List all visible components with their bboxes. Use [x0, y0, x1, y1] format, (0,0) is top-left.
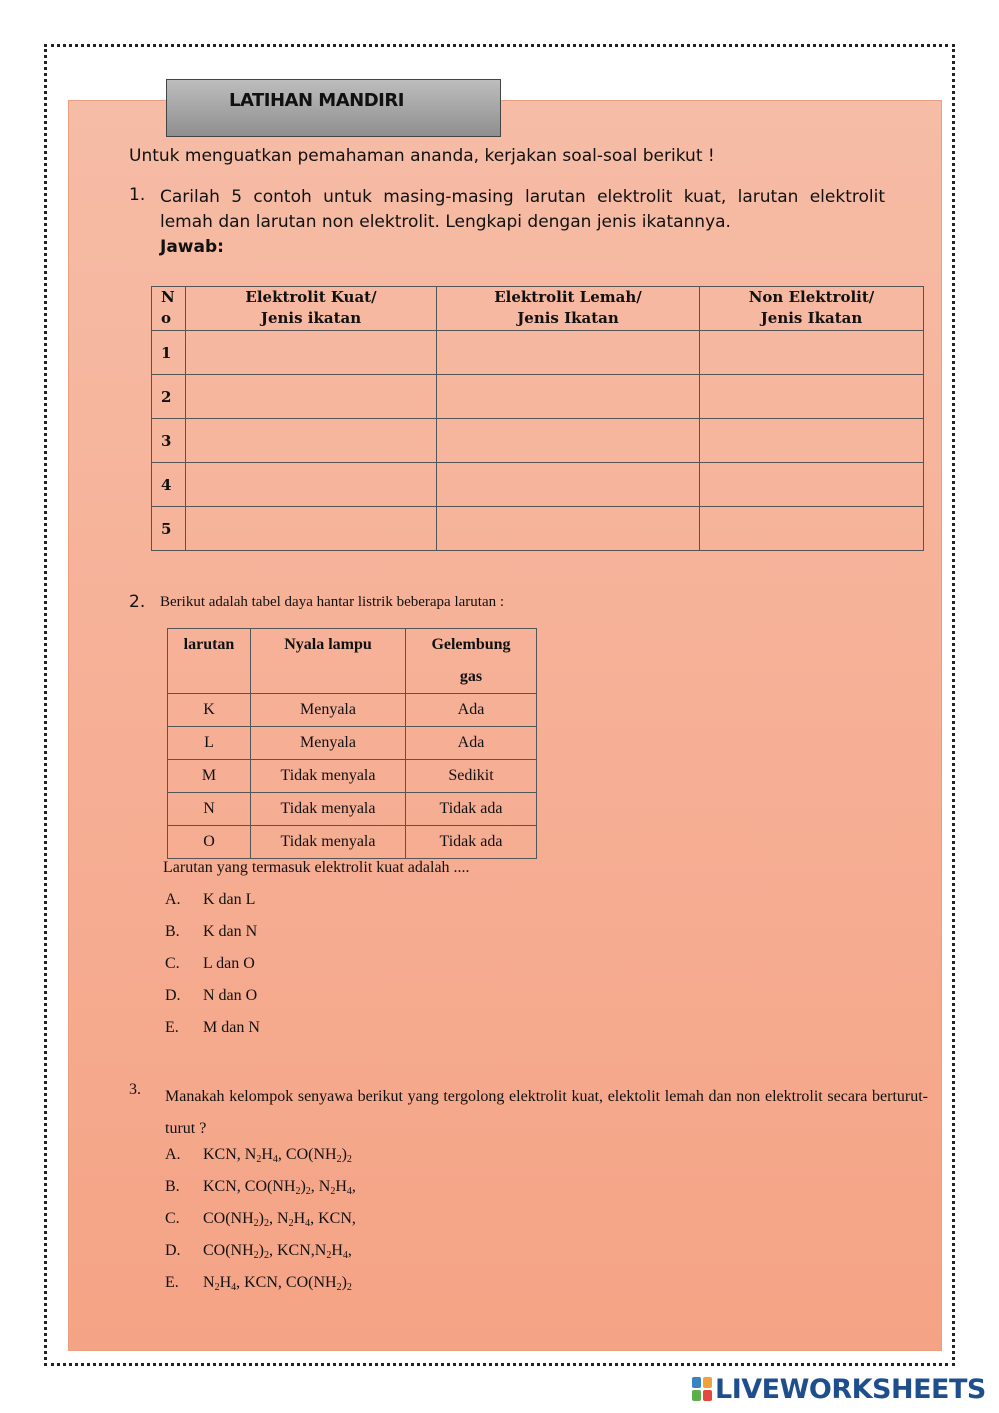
answer-cell-non[interactable]	[700, 507, 924, 551]
header-non: Non Elektrolit/ Jenis Ikatan	[700, 287, 924, 331]
answer-cell-weak[interactable]	[437, 331, 700, 375]
cell-larutan: O	[168, 826, 251, 859]
answer-cell-weak[interactable]	[437, 507, 700, 551]
option-letter: A.	[165, 1146, 181, 1163]
liveworksheets-logo	[692, 1373, 986, 1405]
row-number: 2	[152, 375, 186, 419]
header-gelembung: Gelembung gas	[406, 629, 537, 694]
table-row	[168, 826, 537, 859]
answer-cell-non[interactable]	[700, 463, 924, 507]
header-weak: Elektrolit Lemah/ Jenis Ikatan	[437, 287, 700, 331]
answer-cell-strong[interactable]	[186, 331, 437, 375]
conductivity-table	[167, 628, 537, 859]
header-nyala-lampu: Nyala lampu	[251, 629, 406, 694]
table-row	[152, 463, 924, 507]
option-letter: B.	[165, 923, 180, 940]
option-letter: B.	[165, 1178, 180, 1195]
option-text: $CO(NH_2)_2$, $N_2H_4$, KCN,	[203, 1210, 356, 1229]
title-banner	[166, 79, 501, 137]
option-text: K dan N	[203, 923, 258, 940]
table-header-row	[168, 629, 537, 694]
answer-cell-strong[interactable]	[186, 375, 437, 419]
cell-gelembung: Ada	[406, 694, 537, 727]
table-row	[152, 375, 924, 419]
q3-option-d[interactable]	[165, 1242, 352, 1261]
cell-gelembung: Tidak ada	[406, 793, 537, 826]
cell-lampu: Tidak menyala	[251, 793, 406, 826]
option-text: KCN, $CO(NH_2)_2$, $N_2H_4$,	[203, 1178, 356, 1197]
row-number: 4	[152, 463, 186, 507]
answer-cell-weak[interactable]	[437, 463, 700, 507]
option-text: $N_2H_4$, KCN, $CO(NH_2)_2$	[203, 1274, 352, 1293]
q1-text: Carilah 5 contoh untuk masing-masing larutan elektrolit kuat, larutan elektrolit lemah dan larutan non elektrolit. Lengkapi dengan jenis ikatannya.	[160, 187, 885, 232]
row-number: 3	[152, 419, 186, 463]
table-header-row	[152, 287, 924, 331]
table-row	[152, 331, 924, 375]
cell-lampu: Menyala	[251, 694, 406, 727]
q2-number: 2.	[129, 592, 146, 612]
intro-text: Untuk menguatkan pemahaman ananda, kerjakan soal-soal berikut !	[129, 146, 715, 166]
answer-cell-strong[interactable]	[186, 419, 437, 463]
option-letter: C.	[165, 1210, 180, 1227]
brand-name: LIVEWORKSHEETS	[715, 1373, 986, 1405]
option-letter: C.	[165, 955, 180, 972]
answer-label: Jawab:	[160, 237, 224, 257]
table-row	[168, 727, 537, 760]
answer-cell-weak[interactable]	[437, 375, 700, 419]
page-title: LATIHAN MANDIRI	[229, 90, 404, 111]
q2-option-c[interactable]	[165, 955, 255, 973]
liveworksheets-icon	[692, 1377, 712, 1401]
q3-option-c[interactable]	[165, 1210, 356, 1229]
cell-larutan: N	[168, 793, 251, 826]
q1-number: 1.	[129, 185, 146, 205]
answer-cell-strong[interactable]	[186, 463, 437, 507]
answer-cell-non[interactable]	[700, 419, 924, 463]
answer-cell-strong[interactable]	[186, 507, 437, 551]
table-row	[152, 507, 924, 551]
option-letter: E.	[165, 1274, 179, 1291]
cell-gelembung: Tidak ada	[406, 826, 537, 859]
answer-cell-non[interactable]	[700, 331, 924, 375]
q2-option-a[interactable]	[165, 891, 256, 909]
cell-larutan: K	[168, 694, 251, 727]
q2-option-e[interactable]	[165, 1019, 260, 1037]
answer-cell-weak[interactable]	[437, 419, 700, 463]
q3-option-e[interactable]	[165, 1274, 352, 1293]
answer-cell-non[interactable]	[700, 375, 924, 419]
header-larutan: larutan	[168, 629, 251, 694]
table-row	[168, 793, 537, 826]
option-text: M dan N	[203, 1019, 260, 1036]
cell-lampu: Menyala	[251, 727, 406, 760]
cell-gelembung: Ada	[406, 727, 537, 760]
electrolyte-table	[151, 286, 924, 551]
option-text: N dan O	[203, 987, 258, 1004]
table-row	[152, 419, 924, 463]
cell-lampu: Tidak menyala	[251, 760, 406, 793]
q3-number: 3.	[129, 1081, 141, 1098]
q2-option-d[interactable]	[165, 987, 258, 1005]
q3-text: Manakah kelompok senyawa berikut yang tergolong elektrolit kuat, elektolit lemah dan non elektrolit secara berturut-turut ?	[165, 1088, 928, 1137]
cell-lampu: Tidak menyala	[251, 826, 406, 859]
option-letter: D.	[165, 987, 181, 1004]
row-number: 1	[152, 331, 186, 375]
option-text: K dan L	[203, 891, 256, 908]
option-text: KCN, $N_2H_4$, $CO(NH_2)_2$	[203, 1146, 352, 1165]
cell-gelembung: Sedikit	[406, 760, 537, 793]
q3-option-b[interactable]	[165, 1178, 356, 1197]
option-text: $CO(NH_2)_2$, $KCN,N_2H_4$,	[203, 1242, 352, 1261]
option-text: L dan O	[203, 955, 255, 972]
row-number: 5	[152, 507, 186, 551]
header-strong: Elektrolit Kuat/ Jenis ikatan	[186, 287, 437, 331]
table-row	[168, 694, 537, 727]
option-letter: E.	[165, 1019, 179, 1036]
table-row	[168, 760, 537, 793]
q3-option-a[interactable]	[165, 1146, 352, 1165]
header-no: N o	[152, 287, 186, 331]
option-letter: D.	[165, 1242, 181, 1259]
option-letter: A.	[165, 891, 181, 908]
cell-larutan: L	[168, 727, 251, 760]
q2-text: Berikut adalah tabel daya hantar listrik beberapa larutan :	[160, 594, 505, 610]
cell-larutan: M	[168, 760, 251, 793]
q2-question: Larutan yang termasuk elektrolit kuat adalah ....	[163, 859, 470, 876]
q2-option-b[interactable]	[165, 923, 258, 941]
